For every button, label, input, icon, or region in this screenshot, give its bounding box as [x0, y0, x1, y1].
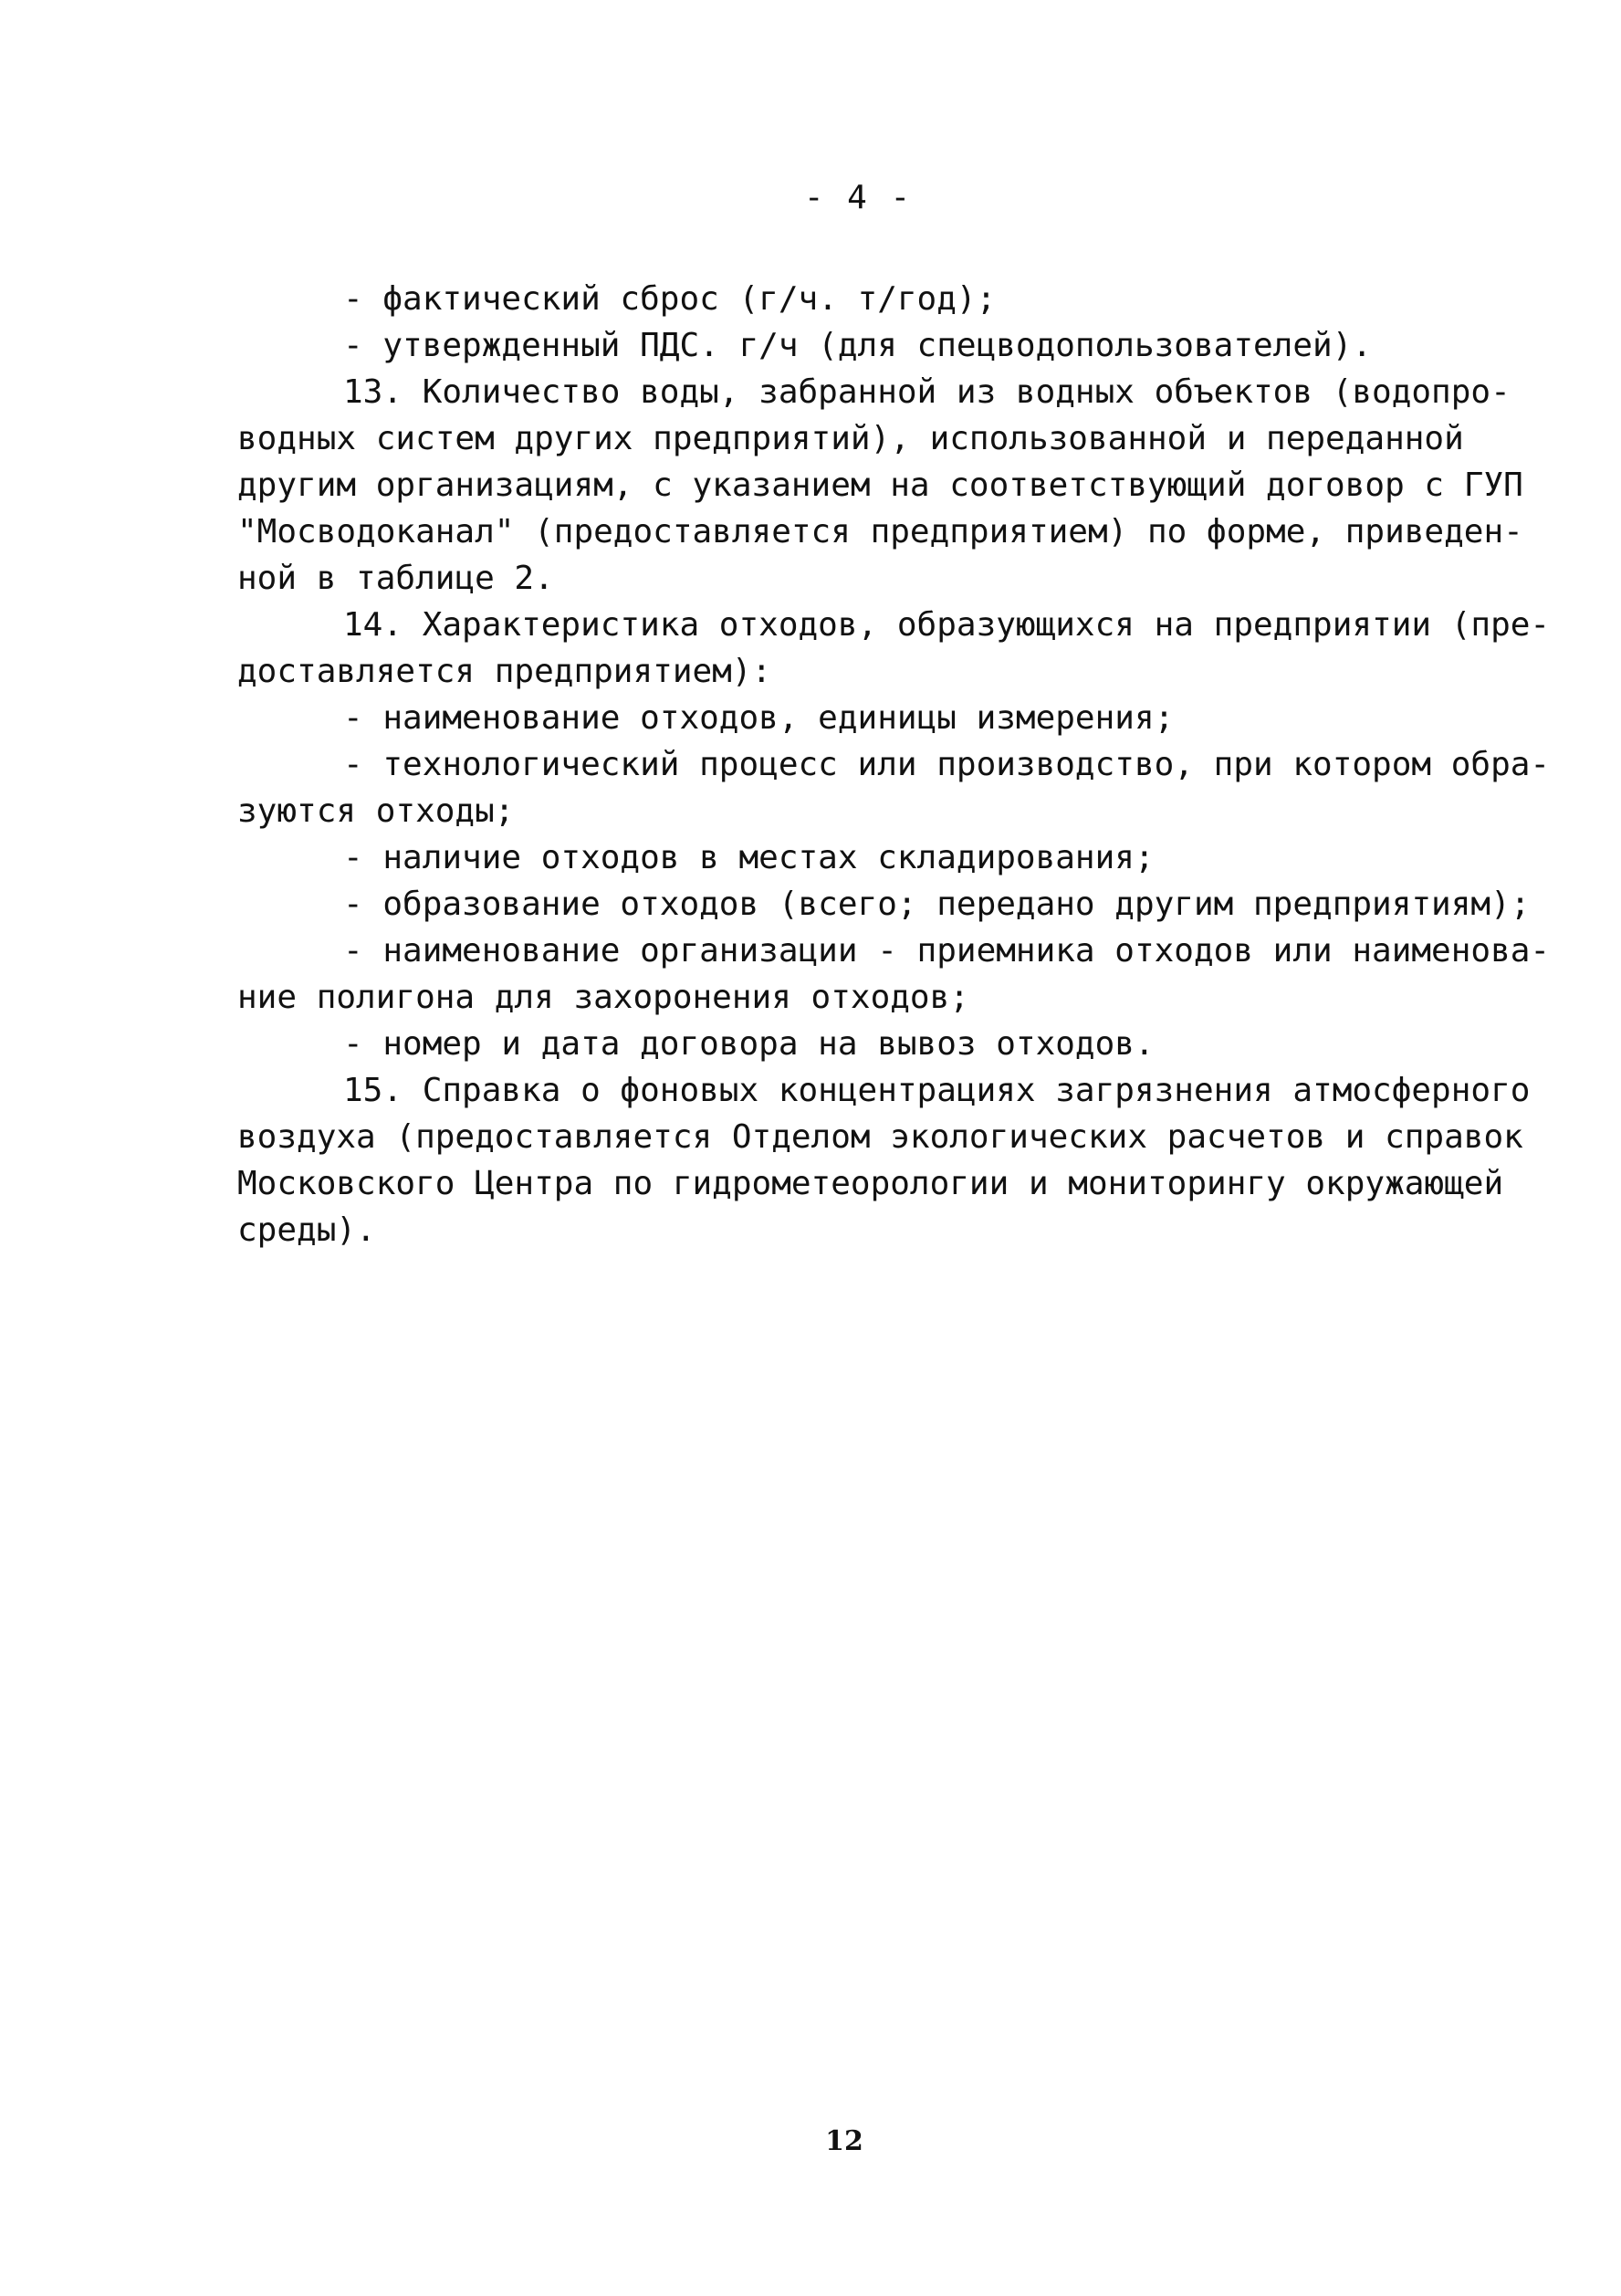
text-line: среды).	[237, 1211, 376, 1249]
text-line: - наличие отходов в местах складирования;	[343, 839, 1155, 876]
text-line: воздуха (предоставляется Отделом экологических расчетов и справок	[237, 1118, 1523, 1156]
text-line: 14. Характеристика отходов, образующихся на предприятии (пре-	[343, 606, 1551, 644]
text-line: ние полигона для захоронения отходов;	[237, 979, 969, 1016]
text-line: - утвержденный ПДС. г/ч (для спецводопользователей).	[343, 327, 1373, 364]
text-line: - наименование отходов, единицы измерения;	[343, 699, 1175, 737]
text-line: - фактический сброс (г/ч. т/год);	[343, 280, 997, 318]
text-line: - образование отходов (всего; передано другим предприятиям);	[343, 886, 1531, 923]
text-line: - наименование организации - приемника отходов или наименова-	[343, 932, 1551, 970]
text-line: - технологический процесс или производство, при котором обра-	[343, 746, 1551, 783]
text-line: 13. Количество воды, забранной из водных объектов (водопро-	[343, 373, 1511, 411]
text-line: зуются отходы;	[237, 792, 515, 830]
text-line: Московского Центра по гидрометеорологии и мониторингу окружающей	[237, 1165, 1504, 1202]
page-footer-number: 12	[825, 2125, 863, 2157]
text-line: другим организациям, с указанием на соответствующий договор с ГУП	[237, 467, 1523, 504]
text-line: доставляется предприятием):	[237, 653, 772, 690]
text-line: - номер и дата договора на вывоз отходов.	[343, 1025, 1155, 1063]
text-line: ной в таблице 2.	[237, 560, 554, 597]
text-line: водных систем других предприятий), использованной и переданной	[237, 420, 1464, 457]
page-header-number: - 4 -	[803, 179, 913, 216]
text-line: 15. Справка о фоновых концентрациях загрязнения атмосферного	[343, 1072, 1531, 1109]
text-line: "Мосводоканал" (предоставляется предприятием) по форме, приведен-	[237, 513, 1523, 550]
